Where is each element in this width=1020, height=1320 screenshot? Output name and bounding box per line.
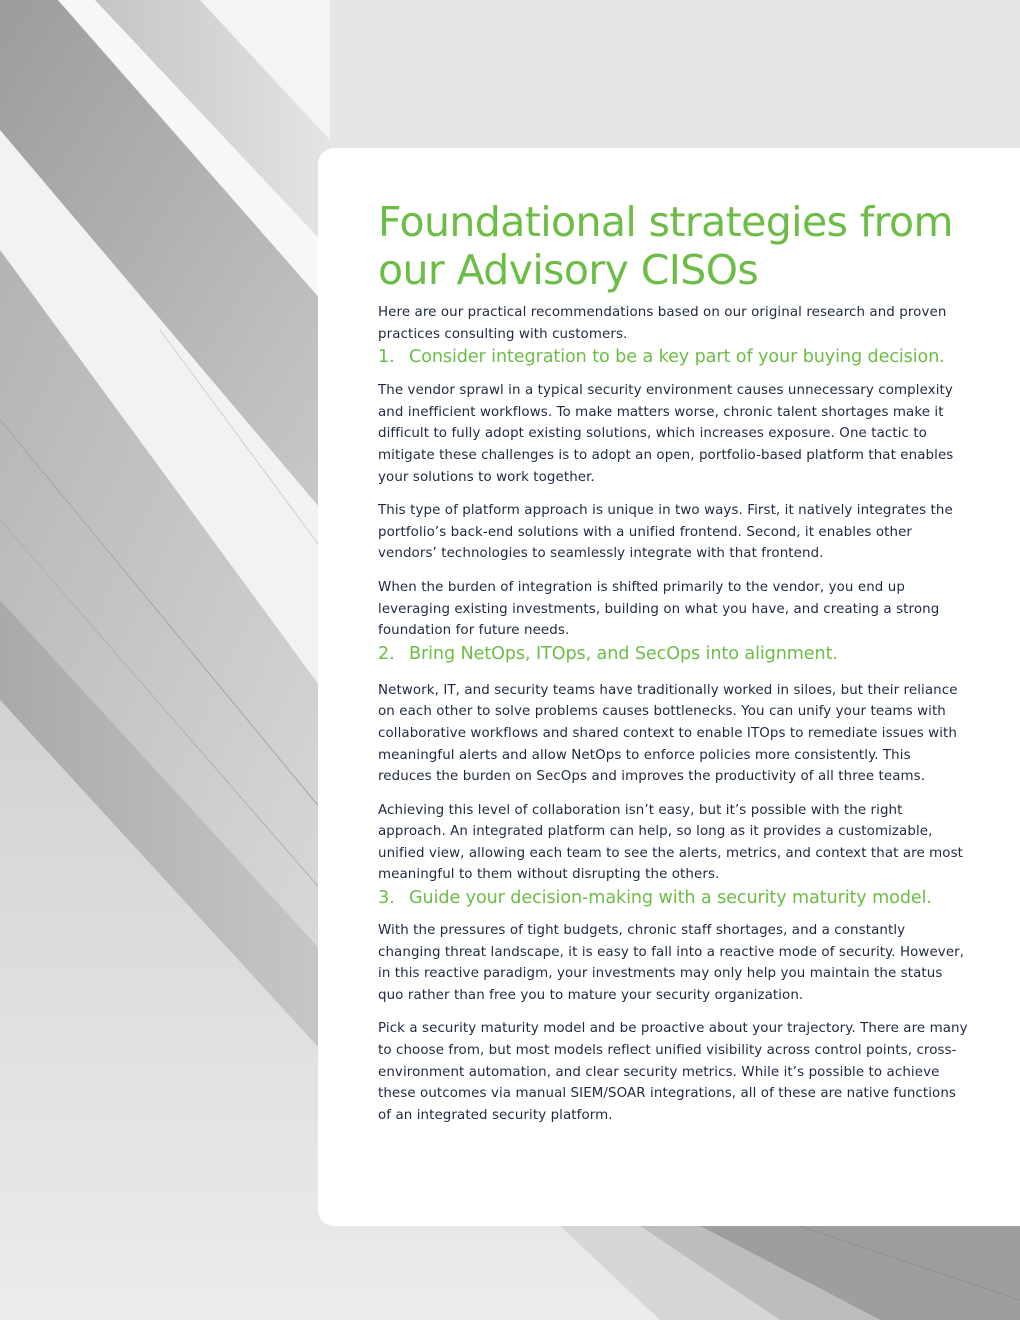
article	[378, 198, 968, 1126]
body-paragraph: Pick a security maturity model and be proactive about your trajectory. There are many to choose from, but most models reflect unified visibility across control points, cross-environment automation, and clear security metrics. While it’s possible to achieve these outcomes via manual SIEM/SOAR integrations, all of these are native functions of an integrated security platform.	[378, 1021, 968, 1123]
section-heading	[378, 345, 968, 369]
body-paragraph: The vendor sprawl in a typical security environment causes unnecessary complexity and inefficient workflows. To make matters worse, chronic talent shortages make it difficult to fully adopt existing solutions, which increases exposure. One tactic to mitigate these challenges is to adopt an open, portfolio-based platform that enables your solutions to work together.	[378, 383, 954, 485]
body-paragraph: When the burden of integration is shifted primarily to the vendor, you end up leveraging existing investments, building on what you have, and creating a strong foundation for future needs.	[378, 579, 940, 639]
section-title: Consider integration to be a key part of your buying decision.	[409, 347, 945, 368]
body-paragraph: Network, IT, and security teams have traditionally worked in siloes, but their reliance on each other to solve problems causes bottlenecks. You can unify your teams with collaborative workflows and shared context to enable ITOps to remediate issues with meaningful alerts and allow NetOps to enforce policies more consistently. This reduces the burden on SecOps and improves the productivity of all three teams.	[378, 682, 958, 785]
body-paragraph: This type of platform approach is unique in two ways. First, it natively integrates the portfolio’s back-end solutions with a unified frontend. Second, it enables other vendors’ technologies to seamlessly integrate with that frontend.	[378, 503, 953, 562]
intro-paragraph: Here are our practical recommendations based on our original research and proven practices consulting with customers.	[378, 305, 947, 342]
section-heading	[378, 642, 968, 666]
section-heading	[378, 886, 968, 910]
section-title: Guide your decision-making with a security maturity model.	[409, 888, 932, 909]
section-number: 1.	[378, 347, 395, 368]
body-paragraph: With the pressures of tight budgets, chronic staff shortages, and a constantly changing threat landscape, it is easy to fall into a reactive mode of security. However, in this reactive paradigm, your investments may only help you maintain the status quo rather than free you to mature your security organization.	[378, 923, 965, 1003]
section-title: Bring NetOps, ITOps, and SecOps into alignment.	[409, 643, 838, 664]
section-number: 2.	[378, 643, 395, 664]
body-paragraph: Achieving this level of collaboration isn’t easy, but it’s possible with the right approach. An integrated platform can help, so long as it provides a customizable, unified view, allowing each team to see the alerts, metrics, and context that are most meaningful to them without disrupting the others.	[378, 802, 964, 883]
page-title: Foundational strategies from our Advisory CISOs	[378, 198, 953, 294]
section-number: 3.	[378, 888, 395, 909]
